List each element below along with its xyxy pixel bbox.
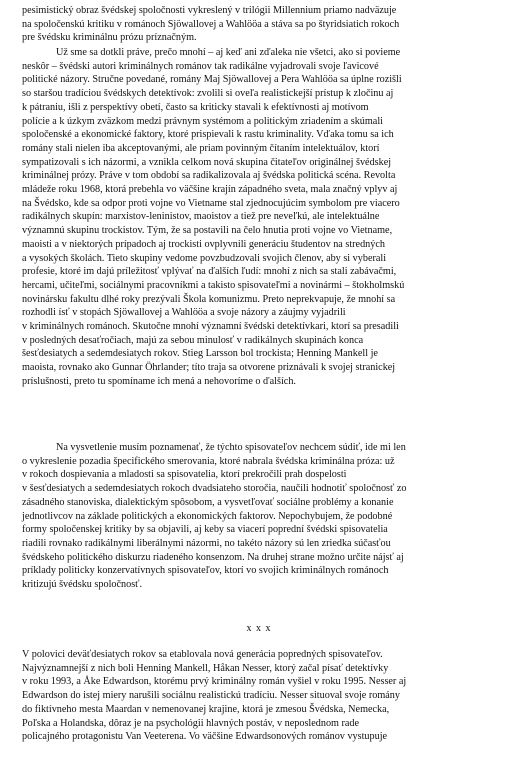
text-line: v šesťdesiatych a sedemdesiatych rokoch dvadsiateho storočia, naučili hodnotiť spoločnosť zo <box>22 483 407 495</box>
text-line: Edwardson do istej miery narušili sociálnu realistickú tradíciu. Nesser situoval svoje romány <box>22 690 400 702</box>
text-line: Už sme sa dotkli práve, prečo mnohí – aj keď ani zďaleka nie všetci, ako si povieme <box>56 47 401 58</box>
text-line: novinársku fakultu dlhé roky prezývali Škola komunizmu. Preto neprekvapuje, že mnohí sa <box>22 293 396 305</box>
text-line: v roku 1993, a Åke Edwardson, ktorému prvý kriminálny román vyšiel v roku 1995. Nesser aj <box>22 676 407 688</box>
text-line: na Švédsko, kde sa odpor proti vojne vo Vietname stal zjednocujúcim symbolom pre viacero <box>22 197 400 209</box>
text-line: pre švédsku kriminálnu prózu príznačným. <box>22 32 197 44</box>
text-line: do fiktívneho mesta Maardan v nemenovanej krajine, ktorá je zmesou Švédska, Nemecka, <box>22 703 390 715</box>
text-line: maoista, rovnako ako Gunnar Öhrlander; títo traja sa otvorene priznávali k svojej stranickej <box>22 362 396 374</box>
text-line: pesimistický obraz švédskej spoločnosti vykreslený v trilógii Millennium priamo nadväzuje <box>22 5 397 16</box>
text-line: k pátraniu, išli z perspektívy obetí, často sa kriticky stavali k efektívnosti aj motívom <box>22 101 369 113</box>
text-line: V polovici deväťdesiatych rokov sa etablovala nová generácia popredných spisovateľov. <box>22 649 383 660</box>
text-line: a vysokých školách. Tieto skupiny vedome povzbudzovali svojich členov, aby si vyberali <box>22 252 387 264</box>
text-line: radikálnych skupín: marxistov-leninistov, maoistov a tiež pre neveľkú, ale intelektuálne <box>22 211 380 223</box>
text-line: Najvýznamnejší z nich boli Henning Mankell, Håkan Nesser, ktorý začal písať detektívky <box>22 662 389 674</box>
text-line: v kriminálnych románoch. Skutočne mnohí významní švédski detektívkari, ktorí sa presadili <box>22 321 399 332</box>
text-line: Na vysvetlenie musím poznamenať, že týchto spisovateľov nechcem súdiť, ide mi len <box>56 442 406 453</box>
text-line: príklady politicky konzervatívnych spisovateľov, ktorí vo svojich kriminálnych románoch <box>22 565 389 577</box>
text-line: kritizujú švédsku spoločnosť. <box>22 579 143 590</box>
text-line: v rokoch dospievania a mladosti sa spisovatelia, ktorí prekročili prah dospelosti <box>22 469 347 481</box>
text-line: jednotlivcov na základe politických a ekonomických faktorov. Nepochybujem, že podobné <box>22 510 393 522</box>
text-line: politické názory. Stručne povedané, romány Maj Sjöwallovej a Pera Wahlööa sa úplne rozišli <box>22 74 402 86</box>
text-line: mládeže roku 1968, ktorá prebehla vo väčšine krajín západného sveta, mala značný vplyv aj <box>22 184 398 195</box>
text-line: v posledných desaťročiach, majú za sebou minulosť v radikálnych skupinách konca <box>22 334 364 346</box>
text-line: o vykreslenie pozadia špecifického smerovania, ktoré nabrala švédska kriminálna próza: už <box>22 455 395 467</box>
text-line: rozhodli ísť v stopách Sjöwallovej a Wahlööa a svoje názory a záujmy vyjadrili <box>22 307 346 319</box>
text-line: na spoločenskú kritiku v románoch Sjöwallovej a Wahlööa a stáva sa po štyridsiatich rokoch <box>22 18 400 30</box>
text-line: sympatizovali s ich názormi, a vznikla celkom nová skupina čitateľov originálnej švédskej <box>22 156 392 168</box>
text-line: neskôr – švédski autori kriminálnych románov tak radikálne vyjadrovali svoje ľavicové <box>22 60 379 72</box>
text-line: príslušnosti, preto tu spomíname ich mená a nehovoríme o ďalších. <box>22 375 296 387</box>
text-line: zásadného stanoviska, dialektickým spôsobom, a vysvetľovať sociálne problémy a konanie <box>22 496 394 508</box>
text-line: švédskeho politického diskurzu riadeného konsenzom. Na druhej strane možno určite nájsť aj <box>22 551 404 563</box>
text-line: formy spoločenskej kritiky by sa objavili, aj keby sa viacerí poprední švédski spisovatelia <box>22 524 388 536</box>
text-line: hercami, učiteľmi, sociálnymi pracovníkmi a takisto spisovateľmi a novinármi – štokholmskú <box>22 279 405 291</box>
text-line: policajného protagonistu Van Veeterena. Vo väčšine Edwardsonových románov vystupuje <box>22 731 388 743</box>
text-line: Poľska a Holandska, dôraz je na psychológii hlavných postáv, v neposlednom rade <box>22 717 360 729</box>
text-line: profesie, ktoré im dajú príležitosť vplývať na ďalších ľudí: mnohí z nich sa stali zabávačmi, <box>22 266 397 278</box>
text-line: romány stali nielen iba akceptovanými, ale priam povinným čítaním intelektuálov, ktorí <box>22 142 380 154</box>
text-line: významnú skupinu trockistov. Tým, že sa postavili na čelo hnutia proti vojne vo Vietname, <box>22 225 393 237</box>
text-line: spoločenské a ekonomické faktory, ktoré prispievali k rastu kriminality. Vďaka tomu sa ich <box>22 129 394 141</box>
text-line: šesťdesiatych a sedemdesiatych rokov. Stieg Larsson bol trockista; Henning Mankell je <box>22 348 378 360</box>
section-separator: x x x <box>246 623 272 634</box>
text-line: riadili rovnako radikálnymi liberálnymi názormi, no takéto názory sú len zriedka súčasťou <box>22 537 391 549</box>
text-line: maoisti a v niektorých prípadoch aj trockisti ovplyvnili generáciu študentov na stredných <box>22 238 385 250</box>
text-line: polície a k úzkym zväzkom medzi právnym systémom a politickým zriadením a skúmali <box>22 115 383 127</box>
text-line: kriminálnej prózy. Práve v tom období sa radikalizovala aj švédska politická scéna. Revolta <box>22 170 396 182</box>
text-line: so staršou tradíciou švédskych detektívok: zvolili si oveľa realistickejší prístup k zločinu aj <box>22 88 394 100</box>
